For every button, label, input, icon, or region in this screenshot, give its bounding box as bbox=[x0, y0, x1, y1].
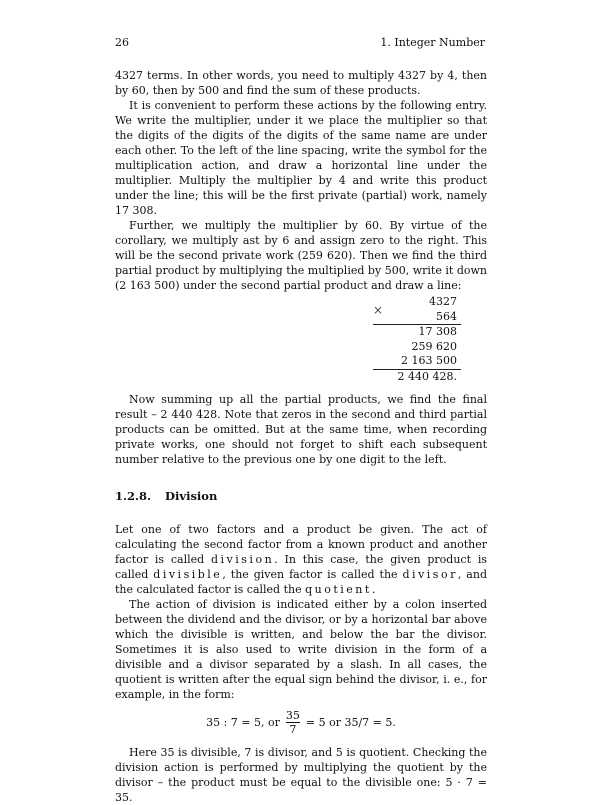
formula-part: 35 : 7 = 5, or bbox=[206, 716, 280, 729]
section-heading bbox=[115, 489, 487, 504]
term-divisible: divisible bbox=[153, 568, 223, 581]
page-number: 26 bbox=[115, 36, 129, 49]
partial-product-row bbox=[373, 354, 461, 369]
text-run: Let one of two factors and a product be given. The act of calculating the second factor from a known product and another factor is called bbox=[115, 523, 487, 566]
multiplier-row bbox=[373, 302, 461, 325]
term-quotient: quotient bbox=[305, 583, 372, 596]
term-division: division bbox=[211, 553, 275, 566]
partial-product-3: 2 163 500 bbox=[401, 354, 457, 367]
text-run: . In this case, the given product is called bbox=[115, 553, 487, 581]
multiply-sign: × bbox=[373, 302, 384, 317]
partial-product-2: 259 620 bbox=[411, 339, 457, 353]
result-row bbox=[373, 369, 461, 385]
denominator: 7 bbox=[289, 723, 297, 736]
page-header bbox=[115, 36, 485, 49]
term-divisor: divisor bbox=[402, 568, 458, 581]
chapter-title: 1. Integer Number bbox=[380, 36, 485, 49]
section-title: Division bbox=[165, 489, 218, 503]
paragraph bbox=[115, 522, 487, 597]
formula-part: = 5 or 35/7 = 5. bbox=[305, 716, 396, 729]
multiplier: 564 bbox=[436, 309, 457, 323]
page-body bbox=[115, 68, 487, 805]
paragraph: The action of division is indicated either by a colon inserted between the dividend and the divisor, or by a horizontal bar above which the divisible is written, and below the bar the divisor. Sometimes it is also used to write division in the form of a divisible and a divisor separated by a slash. In all cases, the quotient is written after the equal sign behind the divisor, i. e., for example, in the form: bbox=[115, 598, 487, 701]
paragraph: Here 35 is divisible, 7 is divisor, and 5 is quotient. Checking the division action is performed by multiplying the quotient by the divisor – the product must be equal to the divisible one: 5 · 7 = 35. bbox=[115, 746, 487, 804]
partial-product-1: 17 308 bbox=[418, 325, 457, 338]
multiplication-layout bbox=[373, 295, 461, 384]
multiplicand-row bbox=[373, 295, 461, 310]
numerator: 35 bbox=[285, 709, 300, 722]
paragraph: Now summing up all the partial products, we find the final result – 2 440 428. Note that zeros in the second and third partial products can be omitted. But at the same time, when recording private works, one should not forget to shift each subsequent number relative to the previous one by one digit to the left. bbox=[115, 393, 487, 466]
paragraph: It is convenient to perform these actions by the following entry. We write the multiplier, under it we place the multiplier so that the digits of the digits of the digits of the same name are under each other. To the left of the line spacing, write the symbol for the multiplication action, and draw a horizontal line under the multiplier. Multiply the multiplier by 4 and write this product under the line; this will be the first private (partial) work, namely 17 308. bbox=[115, 99, 487, 217]
partial-product-row bbox=[373, 324, 461, 340]
text-run: , and the calculated factor is called the bbox=[115, 568, 487, 596]
text-run: . bbox=[371, 583, 376, 596]
multiplication-result: 2 440 428. bbox=[397, 369, 457, 383]
text-run: , the given factor is called the bbox=[222, 568, 403, 581]
multiplicand: 4327 bbox=[429, 295, 457, 308]
paragraph: Further, we multiply the multiplier by 60. By virtue of the corollary, we multiply ast by 6 and assign zero to the right. This will be the second private work (259 620). Then we find the third partial product by multiplying the multiplied by 500, write it down (2 163 500) under the second partial product and draw a line: bbox=[115, 219, 487, 292]
section-number: 1.2.8. bbox=[115, 489, 152, 503]
partial-product-row bbox=[373, 340, 461, 355]
paragraph: 4327 terms. In other words, you need to multiply 4327 by 4, then by 60, then by 500 and find the sum of these products. bbox=[115, 69, 487, 97]
fraction bbox=[286, 710, 300, 735]
division-formula bbox=[115, 710, 487, 735]
